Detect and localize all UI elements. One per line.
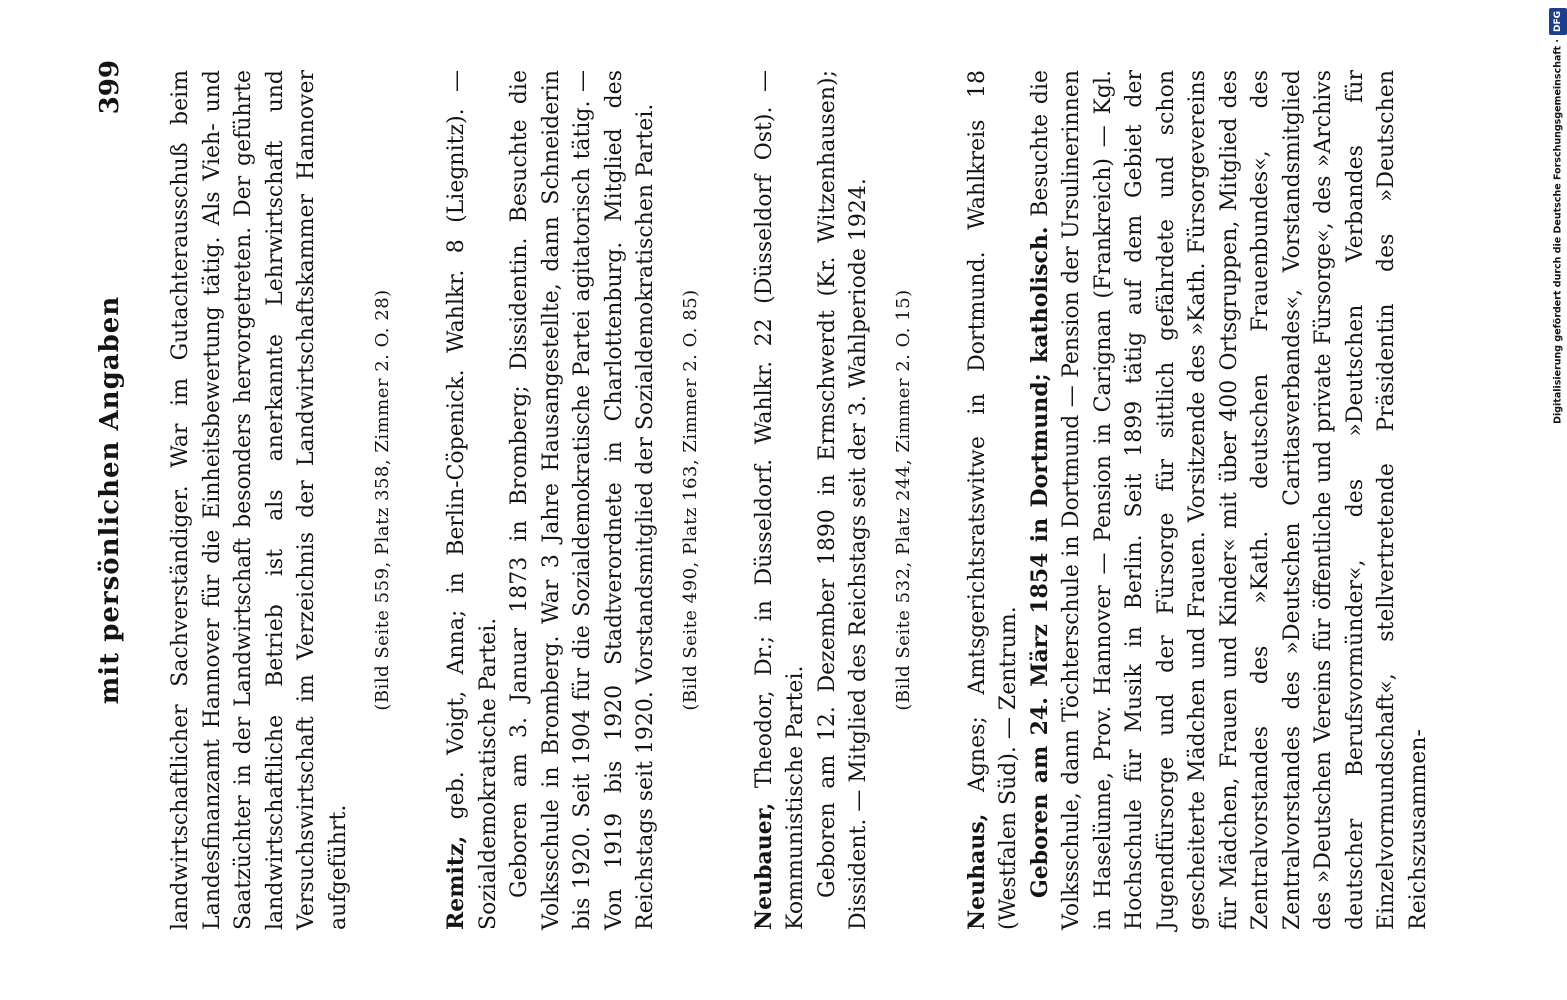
credit-text: Digitalisierung gefördert durch die Deutsche Forschungsgemeinschaft ·	[1552, 39, 1564, 424]
entry-remitz	[441, 70, 701, 930]
entry-heading	[962, 70, 1025, 930]
entry-heading-rest: Theodor, Dr.; in Düsseldorf. Wahlkr. 22 (Düsseldorf Ost). — Kommunistische Partei.	[751, 70, 808, 930]
entry-reference: (Bild Seite 490, Platz 163, Zimmer 2. O. 85)	[679, 289, 701, 711]
running-title: mit persönlichen Angaben	[95, 295, 125, 705]
entry-body-text: Geboren am 12. Dezember 1890 in Ermschwerdt (Kr. Witzenhausen); Dissident. — Mitglied des Reichstags seit der 3. Wahlperiode 1924.	[814, 70, 871, 930]
digitization-credit-text	[1549, 8, 1565, 992]
entry-neubauer	[749, 70, 914, 930]
entry-name: Neubauer,	[750, 802, 777, 930]
entry-body-text: Geboren am 3. Januar 1873 in Bromberg; Dissidentin. Besuchte die Volksschule in Bromberg. War 3 Jahre Hausangestellte, dann Schneiderin bis 1920. Seit 1904 für die Sozialdemokratische Partei agitatorisch tätig. — Von 1919 bis 1920 Stadtverordnete in Charlottenburg. Mitglied des Reichstags seit 1920. Vorstandsmitglied der Sozialdemokratischen Partei.	[507, 70, 658, 930]
entry-body	[504, 70, 662, 930]
dfg-logo-icon: DFG	[1549, 8, 1567, 35]
entry-body-lead: Geboren am 24. März 1854 in Dortmund; katholisch.	[1026, 226, 1053, 898]
entry-heading	[749, 70, 812, 930]
entry-reference: (Bild Seite 532, Platz 244, Zimmer 2. O. 15)	[892, 289, 914, 711]
digitization-credit	[1549, 8, 1565, 992]
entry-heading-rest: Agnes; Amtsgerichtsratswitwe in Dortmund. Wahlkreis 18 (Westfalen Süd). — Zentrum.	[964, 70, 1021, 930]
page-header	[95, 60, 135, 930]
entry-name: Neuhaus,	[963, 813, 990, 930]
entry-body	[1025, 70, 1435, 930]
entry-body	[812, 70, 875, 930]
entry-body-text: Besuchte die Volksschule, dann Töchterschule in Dortmund — Pension der Ursulinerinnen in Haselünne, Prov. Hannover — Pension in Carignan (Frankreich) — Kgl. Hochschule für Musik in Berlin. Seit 1899 tätig auf dem Gebiet der Jugendfürsorge und der Fürsorge für sittlich gefährdete und schon gescheiterte Mädchen und Frauen. Vorsitzende des »Kath. Fürsorgevereins für Mädchen, Frauen und Kinder« mit über 400 Ortsgruppen, Mitglied des Zentralvorstandes des »Kath. deutschen Frauenbundes«, des Zentralvorstandes des »Deutschen Caritasverbandes«, Vorstandsmitglied des »Deutschen Vereins für öffentliche und private Fürsorge«, des »Archivs deutscher Berufsvormünder«, des »Deutschen Verbandes für Einzelvormundschaft«, stellvertretende Präsidentin des »Deutschen Reichszusammen-	[1027, 70, 1431, 930]
entry-heading	[441, 70, 504, 930]
page-number: 399	[95, 60, 125, 115]
page-content	[95, 60, 1434, 930]
intro-reference: (Bild Seite 559, Platz 358, Zimmer 2. O. 28)	[372, 289, 393, 711]
intro-paragraph: landwirtschaftlicher Sachverständiger. War im Gutachterausschuß beim Landesfinanzamt Hannover für die Einheitsbewertung tätig. Als Vieh- und Saatzüchter in der Landwirtschaft besonders hervorgetreten. Der geführte landwirtschaftliche Betrieb ist als anerkannte Lehrwirtschaft und Versuchswirtschaft im Verzeichnis der Landwirtschaftskammer Hannover aufgeführt.	[168, 70, 351, 930]
entry-name: Remitz,	[443, 835, 469, 930]
entry-heading-rest: geb. Voigt, Anna; in Berlin-Cöpenick. Wahlkr. 8 (Liegnitz). — Sozialdemokratische Partei.	[444, 70, 501, 930]
entry-neuhaus	[962, 70, 1435, 930]
